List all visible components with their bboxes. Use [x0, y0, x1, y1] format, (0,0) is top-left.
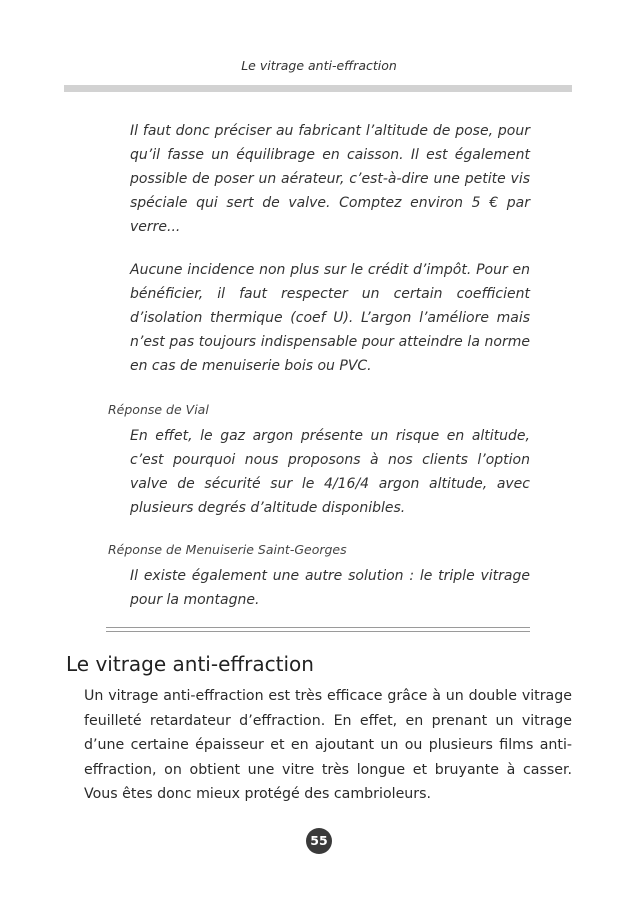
- quote-paragraph-1: Il faut donc préciser au fabricant l’altitude de pose, pour qu’il fasse un équilibrage en caisson. Il est également possible de poser un aérateur, c’est-à-dire une petite vis spéciale qui sert de valve. Comptez environ 5 € par verre...: [130, 123, 530, 235]
- quote-paragraph-2: Aucune incidence non plus sur le crédit d’impôt. Pour en bénéficier, il faut respecter un certain coefficient d’isolation thermique (coef U). L’argon l’améliore mais n’est pas toujours indispensable pour atteindre la norme en cas de menuiserie bois ou PVC.: [130, 262, 530, 374]
- running-head-title: Le vitrage anti-effraction: [241, 58, 397, 73]
- section-body-paragraph: Un vitrage anti-effraction est très efficace grâce à un double vitrage feuilleté retardateur d’effraction. En effet, en prenant un vitrage d’une certaine épaisseur et en ajoutant un ou plusieurs films anti-effraction, on obtient une vitre très longue et bruyante à casser. Vous êtes donc mieux protégé des cambrioleurs.: [84, 688, 572, 802]
- section-title: Le vitrage anti-effraction: [66, 652, 314, 676]
- quote-paragraph-4: Il existe également une autre solution : le triple vitrage pour la montagne.: [130, 568, 530, 608]
- response-label-vial: Réponse de Vial: [108, 402, 209, 417]
- quote-paragraph-3: En effet, le gaz argon présente un risque en altitude, c’est pourquoi nous proposons à nos clients l’option valve de sécurité sur le 4/16/4 argon altitude, avec plusieurs degrés d’altitude disponibles.: [130, 428, 530, 516]
- response-label-saint-georges: Réponse de Menuiserie Saint-Georges: [108, 542, 347, 557]
- page-number-badge: 55: [306, 828, 332, 854]
- header-rule: [64, 85, 572, 92]
- section-separator: [106, 627, 530, 632]
